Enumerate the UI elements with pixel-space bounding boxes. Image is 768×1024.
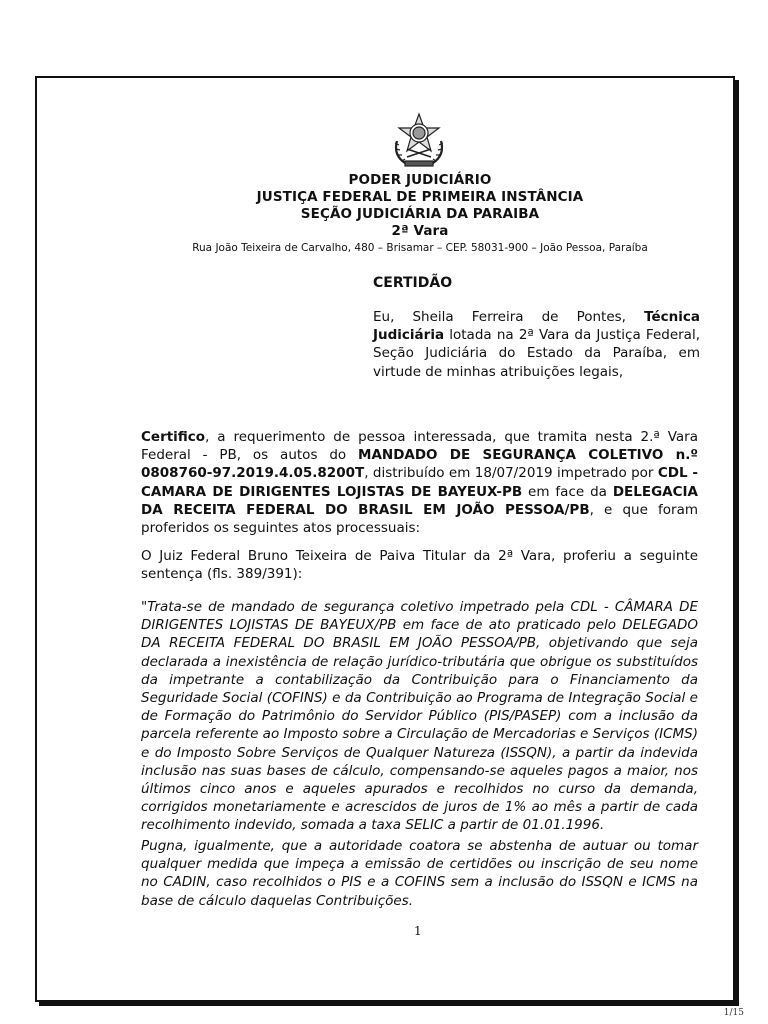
judge-paragraph: O Juiz Federal Bruno Teixeira de Paiva Titular da 2ª Vara, proferiu a seguinte sentença (fls. 389/391): (141, 548, 698, 583)
plaintiff-name: CDL - CAMARA DE DIRIGENTES LOJISTAS DE BAYEUX-PB (141, 465, 698, 500)
certidao-intro (373, 308, 700, 381)
sentence-text: Trata-se de mandado de segurança coletivo impetrado pela CDL - CÂMARA DE DIRIGENTES LOJISTAS DE BAYEUX/PB em face de ato praticado pelo DELEGADO DA RECEITA FEDERAL DO BRASIL EM JOÃO PESSOA/PB, objetivando que seja declarada a inexistência de relação jurídico-tributária que obrigue os substituídos da impetrante a contabilização da Contribuição para o Financiamento da Seguridade Social (COFINS) e da Contribuição ao Programa de Integração Social e de Formação do Patrimônio do Servidor Público (PIS/PASEP) com a inclusão da parcela referente ao Imposto sobre a Circulação de Mercadorias e Serviços (ICMS) e do Imposto Sobre Serviços de Qualquer Natureza (ISSQN), a partir da indevida inclusão nas suas bases de cálculo, compensando-se aqueles pagos a maior, nos últimos cinco anos e aqueles apurados e recolhidos no curso da demanda, corrigidos monetariamente e acrescidos de juros de 1% ao mês a partir de cada recolhimento indevido, somada a taxa SELIC a partir de 01.01.1996. (141, 599, 698, 834)
p1-text-b: , a requerimento de pessoa interessada, que tramita nesta 2.ª Vara Federal - PB, os autos do (141, 429, 698, 464)
brazil-coat-of-arms-icon (389, 111, 449, 169)
pugna-paragraph: Pugna, igualmente, que a autoridade coatora se abstenha de autuar ou tomar qualquer medida que impeça a emissão de certidões ou inscrição de seu nome no CADIN, caso recolhidos o PIS e a COFINS sem a inclusão do ISSQN e ICMS na base de cálculo daquelas Contribuições. (141, 838, 698, 909)
header-vara: 2ª Vara (391, 223, 449, 239)
header-poder-judiciario: PODER JUDICIÁRIO (348, 172, 492, 188)
intro-text-c: lotada na 2ª Vara da Justiça Federal, Seção Judiciária do Estado da Paraíba, em virtude de minhas atribuições legais, (373, 327, 700, 380)
defendant-name: DELEGACIA DA RECEITA FEDERAL DO BRASIL EM JOÃO PESSOA/PB (141, 483, 699, 518)
certidao-title: CERTIDÃO (373, 275, 453, 291)
process-number: MANDADO DE SEGURANÇA COLETIVO n.º 0808760-97.2019.4.05.8200T (141, 447, 698, 482)
header-justica-federal: JUSTIÇA FEDERAL DE PRIMEIRA INSTÂNCIA (256, 189, 584, 205)
p1-text-f: em face da (522, 483, 613, 500)
intro-text-a: Eu, Sheila Ferreira de Pontes, (373, 309, 645, 325)
p1-text-h: , e que foram proferidos os seguintes atos processuais: (141, 501, 699, 537)
certifico-word: Certifico (141, 429, 206, 445)
certifico-paragraph (141, 428, 698, 537)
opening-quote: " (141, 599, 148, 615)
sentence-quote-paragraph (141, 598, 698, 835)
page-number: 1 (414, 924, 422, 938)
header-secao-judiciaria: SEÇÃO JUDICIÁRIA DA PARAIBA (300, 206, 540, 222)
page-counter: 1/15 (723, 1008, 744, 1018)
p1-text-d: , distribuído em 18/07/2019 impetrado por (364, 465, 658, 482)
court-address: Rua João Teixeira de Carvalho, 480 – Brisamar – CEP. 58031-900 – João Pessoa, Paraíba (192, 242, 648, 254)
intro-role: Técnica Judiciária (373, 309, 700, 344)
court-header (150, 172, 690, 255)
